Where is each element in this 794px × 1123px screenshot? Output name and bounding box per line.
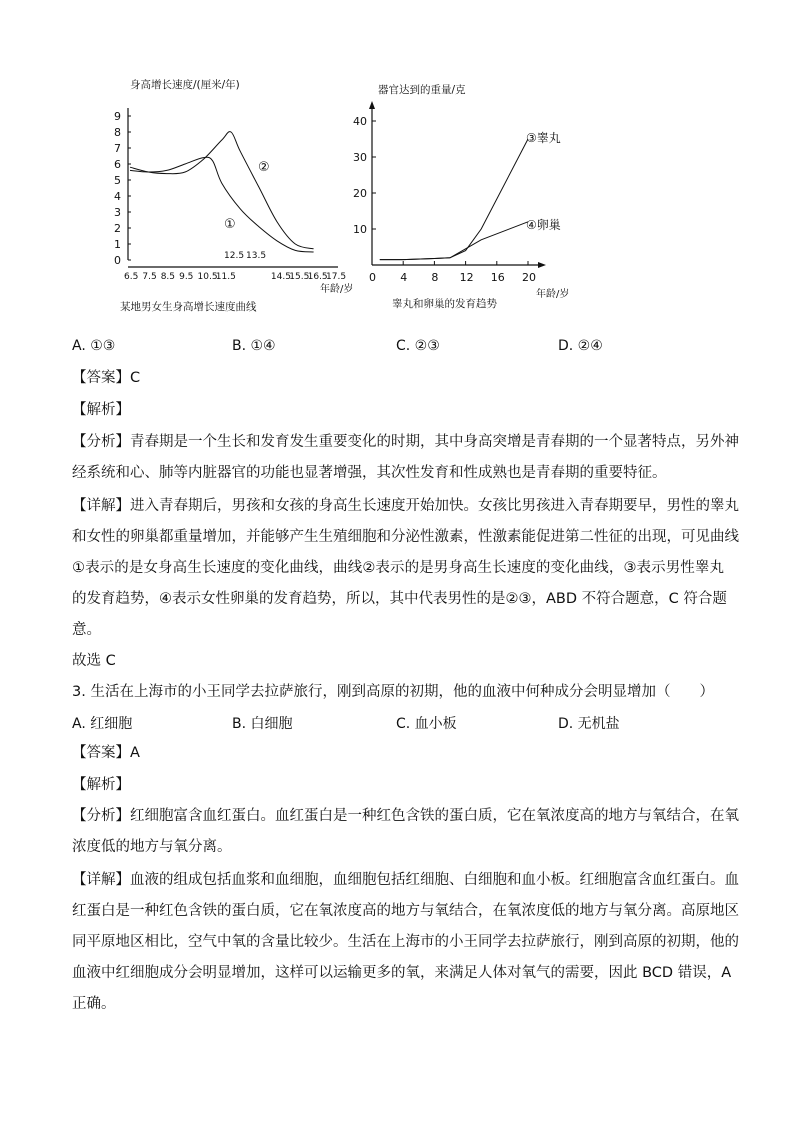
chart1-xtick-label: 16.5 [307,272,328,282]
chart2-xtick-label: 16 [490,271,505,284]
chart2-xtick-label: 12 [459,271,474,284]
chart1-series-2-line [130,132,314,249]
chart1-ytick-label: 6 [114,158,121,171]
chart2-ytick-label: 30 [353,151,367,164]
chart1-xtick-label: 8.5 [160,272,176,282]
chart1-ytick-label: 0 [114,254,121,267]
q3-analysis-line: 浓度低的地方与氧分离。 [72,839,232,855]
chart1-ytick-label: 7 [114,142,121,155]
q3-option-c: C. 血小板 [396,716,457,732]
q2-detail-line: 【详解】进入青春期后，男孩和女孩的身高生长速度开始加快。女孩比男孩进入青春期要早，男性的睾丸 [72,498,739,514]
chart2-series-2-label: ④卵巢 [526,218,561,232]
q3-detail-line: 血液中红细胞成分会明显增加，这样可以运输更多的氧，来满足人体对氧气的需要，因此 BCD 错误，A [72,965,732,981]
chart1-ytick-label: 8 [114,126,121,139]
chart2-xtick-label: 8 [431,271,439,284]
chart2-xlabel: 年龄/岁 [536,289,570,300]
q3-option-d: D. 无机盐 [558,716,620,732]
q3-option-a: A. 红细胞 [72,716,133,732]
q2-option-c: C. ②③ [396,338,440,354]
chart1-xtick-label: 6.5 [124,272,139,282]
chart1-series-1-line [130,157,314,252]
chart2-title: 睾丸和卵巢的发育趋势 [392,298,497,310]
chart1-series-2-label: ② [258,160,270,175]
chart2-series-1-line [380,139,528,260]
q2-analysis-line: 经系统和心、肺等内脏器官的功能也显著增强，其次性发育和性成熟也是青春期的重要特征。 [72,465,667,481]
q2-answer: 【答案】C [72,370,141,386]
chart2-series-1-label: ③睾丸 [526,131,561,145]
gonad-development-chart [350,75,590,320]
q3-detail-line: 同平原地区相比，空气中氧的含量比较少。生活在上海市的小王同学去拉萨旅行，刚到高原的初期，他的 [72,934,739,950]
q3-detail-line: 红蛋白是一种红色含铁的蛋白质，它在氧浓度高的地方与氧结合，在氧浓度低的地方与氧分离。高原地区 [72,903,739,919]
chart1-ytick-label: 1 [114,238,121,251]
chart1-ytick-label: 3 [114,206,121,219]
q3-question: 3. 生活在上海市的小王同学去拉萨旅行，刚到高原的初期，他的血液中何种成分会明显增加（ ） [72,684,714,700]
chart1-ytick-label: 5 [114,174,121,187]
chart1-xtick-label: 15.5 [289,272,310,282]
chart1-xtick-label: 9.5 [179,272,194,282]
chart1-xtick-label: 11.5 [215,272,236,282]
q2-conclusion: 故选 C [72,653,116,669]
chart2-xtick-label: 4 [400,271,408,284]
chart2-y-arrow [369,101,375,109]
q2-option-a: A. ①③ [72,338,116,354]
chart1-xtick-label: 17.5 [326,272,347,282]
q3-analysis-line: 【分析】红细胞富含血红蛋白。血红蛋白是一种红色含铁的蛋白质，它在氧浓度高的地方与氧结合，在氧 [72,808,739,824]
chart1-xlabel: 年龄/岁 [320,284,354,295]
chart2-x-arrow [538,262,546,268]
q3-answer: 【答案】A [72,745,140,761]
chart1-ylabel: 身高增长速度/(厘米/年) [130,79,240,91]
chart2-series-2-line [380,222,528,260]
q2-detail-line: 的发育趋势，④表示女性卵巢的发育趋势，所以，其中代表男性的是②③，ABD 不符合题意，C 符合题 [72,591,727,607]
chart2-xtick-label: 20 [522,271,536,284]
chart2-ytick-label: 40 [353,115,367,128]
q2-detail-line: 和女性的卵巢都重量增加，并能够产生生殖细胞和分泌性激素，性激素能促进第二性征的出现，可见曲线 [72,529,739,545]
q2-analysis-title: 【解析】 [72,402,130,418]
chart1-xtick-label: 14.5 [270,272,291,282]
q3-detail-line: 正确。 [72,996,116,1012]
chart1-xtick-label: 7.5 [142,272,157,282]
chart2-xtick-label: 0 [369,271,376,284]
height-growth-chart [100,70,362,320]
q3-analysis-title: 【解析】 [72,777,130,793]
chart1-inner-label-13.5: 13.5 [246,251,267,261]
q3-detail-line: 【详解】血液的组成包括血浆和血细胞，血细胞包括红细胞、白细胞和血小板。红细胞富含血红蛋白。血 [72,872,739,888]
q3-option-b: B. 白细胞 [232,716,293,732]
chart2-ylabel: 器官达到的重量/克 [378,84,466,96]
chart1-ytick-label: 4 [114,190,121,203]
chart1-xtick-label: 10.5 [197,272,218,282]
chart1-series-1-label: ① [224,217,236,232]
q2-detail-line: ①表示的是女身高生长速度的变化曲线，曲线②表示的是男身高生长速度的变化曲线，③表示男性睾丸 [72,560,724,576]
q2-option-d: D. ②④ [558,338,603,354]
chart1-title: 某地男女生身高增长速度曲线 [120,301,257,313]
chart1-ytick-label: 9 [114,110,121,123]
chart1-ytick-label: 2 [114,222,121,235]
chart2-ytick-label: 10 [353,223,367,236]
chart2-ytick-label: 20 [353,187,367,200]
q2-analysis-line: 【分析】青春期是一个生长和发育发生重要变化的时期，其中身高突增是青春期的一个显著特点，另外神 [72,434,739,450]
chart1-inner-label-12.5: 12.5 [224,251,245,261]
q2-detail-line: 意。 [72,622,101,638]
q2-option-b: B. ①④ [232,338,276,354]
